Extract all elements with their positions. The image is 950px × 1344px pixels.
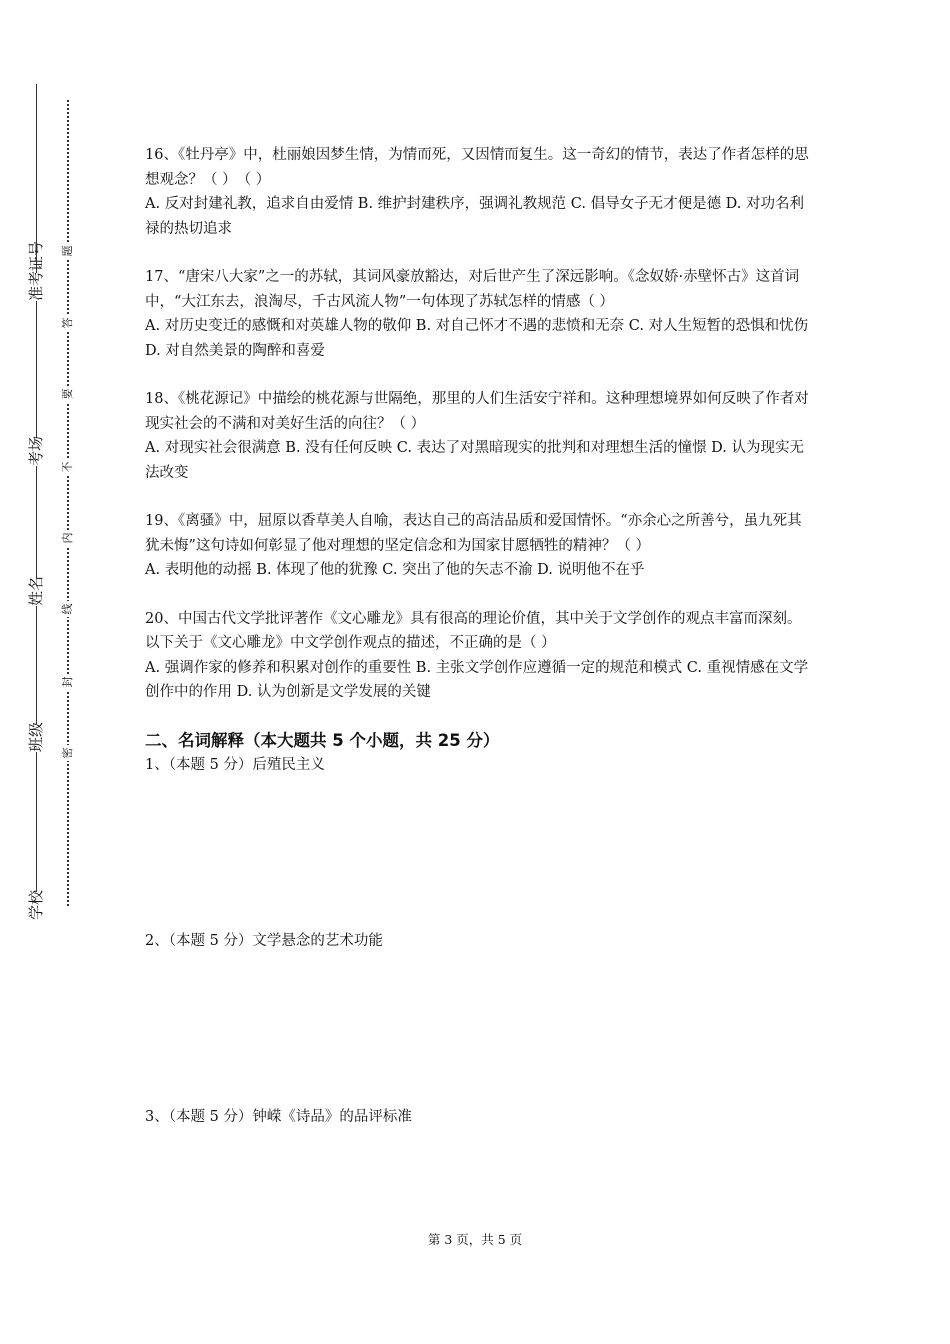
term-question-2: 2、（本题 5 分）文学悬念的艺术功能 bbox=[145, 932, 383, 949]
question-stem: 20、中国古代文学批评著作《文心雕龙》具有很高的理论价值，其中关于文学创作的观点丰富而深刻。以下关于《文心雕龙》中文学创作观点的描述，不正确的是（ ） bbox=[145, 610, 802, 651]
seal-line-dotted bbox=[67, 100, 69, 906]
question-stem: 17、“唐宋八大家”之一的苏轼，其词风豪放豁达，对后世产生了深远影响。《念奴娇·赤壁怀古》这首词中，“大江东去，浪淘尽，千古风流人物”一句体现了苏轼怎样的情感（ ） bbox=[145, 269, 800, 310]
question-19 bbox=[145, 509, 815, 583]
question-options: A. 反对封建礼教，追求自由爱情 B. 维护封建秩序，强调礼教规范 C. 倡导女子无才便是德 D. 对功名利禄的热切追求 bbox=[145, 196, 805, 237]
question-stem: 19、《离骚》中，屈原以香草美人自喻，表达自己的高洁品质和爱国情怀。“亦余心之所善兮，虽九死其犹未悔”这句诗如何彰显了他对理想的坚定信念和为国家甘愿牺牲的精神？（ ） bbox=[145, 513, 802, 554]
question-17 bbox=[145, 265, 815, 363]
binding-line-solid bbox=[36, 84, 37, 920]
seal-char-yao: 要 bbox=[60, 386, 76, 402]
school-label: 学校 bbox=[22, 892, 50, 920]
seal-char-bu: 不 bbox=[60, 459, 76, 475]
name-label: 姓名 bbox=[22, 578, 50, 606]
term-question-3: 3、（本题 5 分）钟嵘《诗品》的品评标准 bbox=[145, 1108, 412, 1125]
question-18 bbox=[145, 387, 815, 485]
seal-char-feng: 封 bbox=[60, 674, 76, 690]
question-20 bbox=[145, 607, 815, 705]
page-footer: 第 3 页，共 5 页 bbox=[427, 1232, 523, 1247]
exam-room-label: 考场 bbox=[22, 438, 50, 466]
question-options: A. 对历史变迁的感慨和对英雄人物的敬仰 B. 对自己怀才不遇的悲愤和无奈 C. 对人生短暂的恐惧和忧伤 D. 对自然美景的陶醉和喜爱 bbox=[145, 318, 809, 359]
question-options: A. 表明他的动摇 B. 体现了他的犹豫 C. 突出了他的矢志不渝 D. 说明他不在乎 bbox=[145, 562, 645, 578]
term-question-1: 1、（本题 5 分）后殖民主义 bbox=[145, 756, 325, 773]
question-stem: 16、《牡丹亭》中，杜丽娘因梦生情，为情而死，又因情而复生。这一奇幻的情节，表达了作者怎样的思想观念？（ ） （ ） bbox=[145, 147, 809, 188]
seal-char-xian: 线 bbox=[60, 601, 76, 617]
seal-char-da: 答 bbox=[60, 315, 76, 331]
question-options: A. 对现实社会很满意 B. 没有任何反映 C. 表达了对黑暗现实的批判和对理想生活的憧憬 D. 认为现实无法改变 bbox=[145, 440, 805, 481]
class-label: 班级 bbox=[22, 724, 50, 752]
section-2-title: 二、名词解释（本大题共 5 个小题，共 25 分） bbox=[145, 730, 500, 750]
question-stem: 18、《桃花源记》中描绘的桃花源与世隔绝，那里的人们生活安宁祥和。这种理想境界如何反映了作者对现实社会的不满和对美好生活的向往？（ ） bbox=[145, 391, 809, 432]
admission-number-label: 准考证号 bbox=[22, 273, 50, 301]
seal-char-ti: 题 bbox=[60, 243, 76, 259]
seal-char-mi: 密 bbox=[60, 745, 76, 761]
exam-content bbox=[145, 143, 815, 1145]
seal-char-nei: 内 bbox=[60, 530, 76, 546]
question-options: A. 强调作家的修养和积累对创作的重要性 B. 主张文学创作应遵循一定的规范和模式 C. 重视情感在文学创作中的作用 D. 认为创新是文学发展的关键 bbox=[145, 659, 809, 700]
question-16 bbox=[145, 143, 815, 241]
